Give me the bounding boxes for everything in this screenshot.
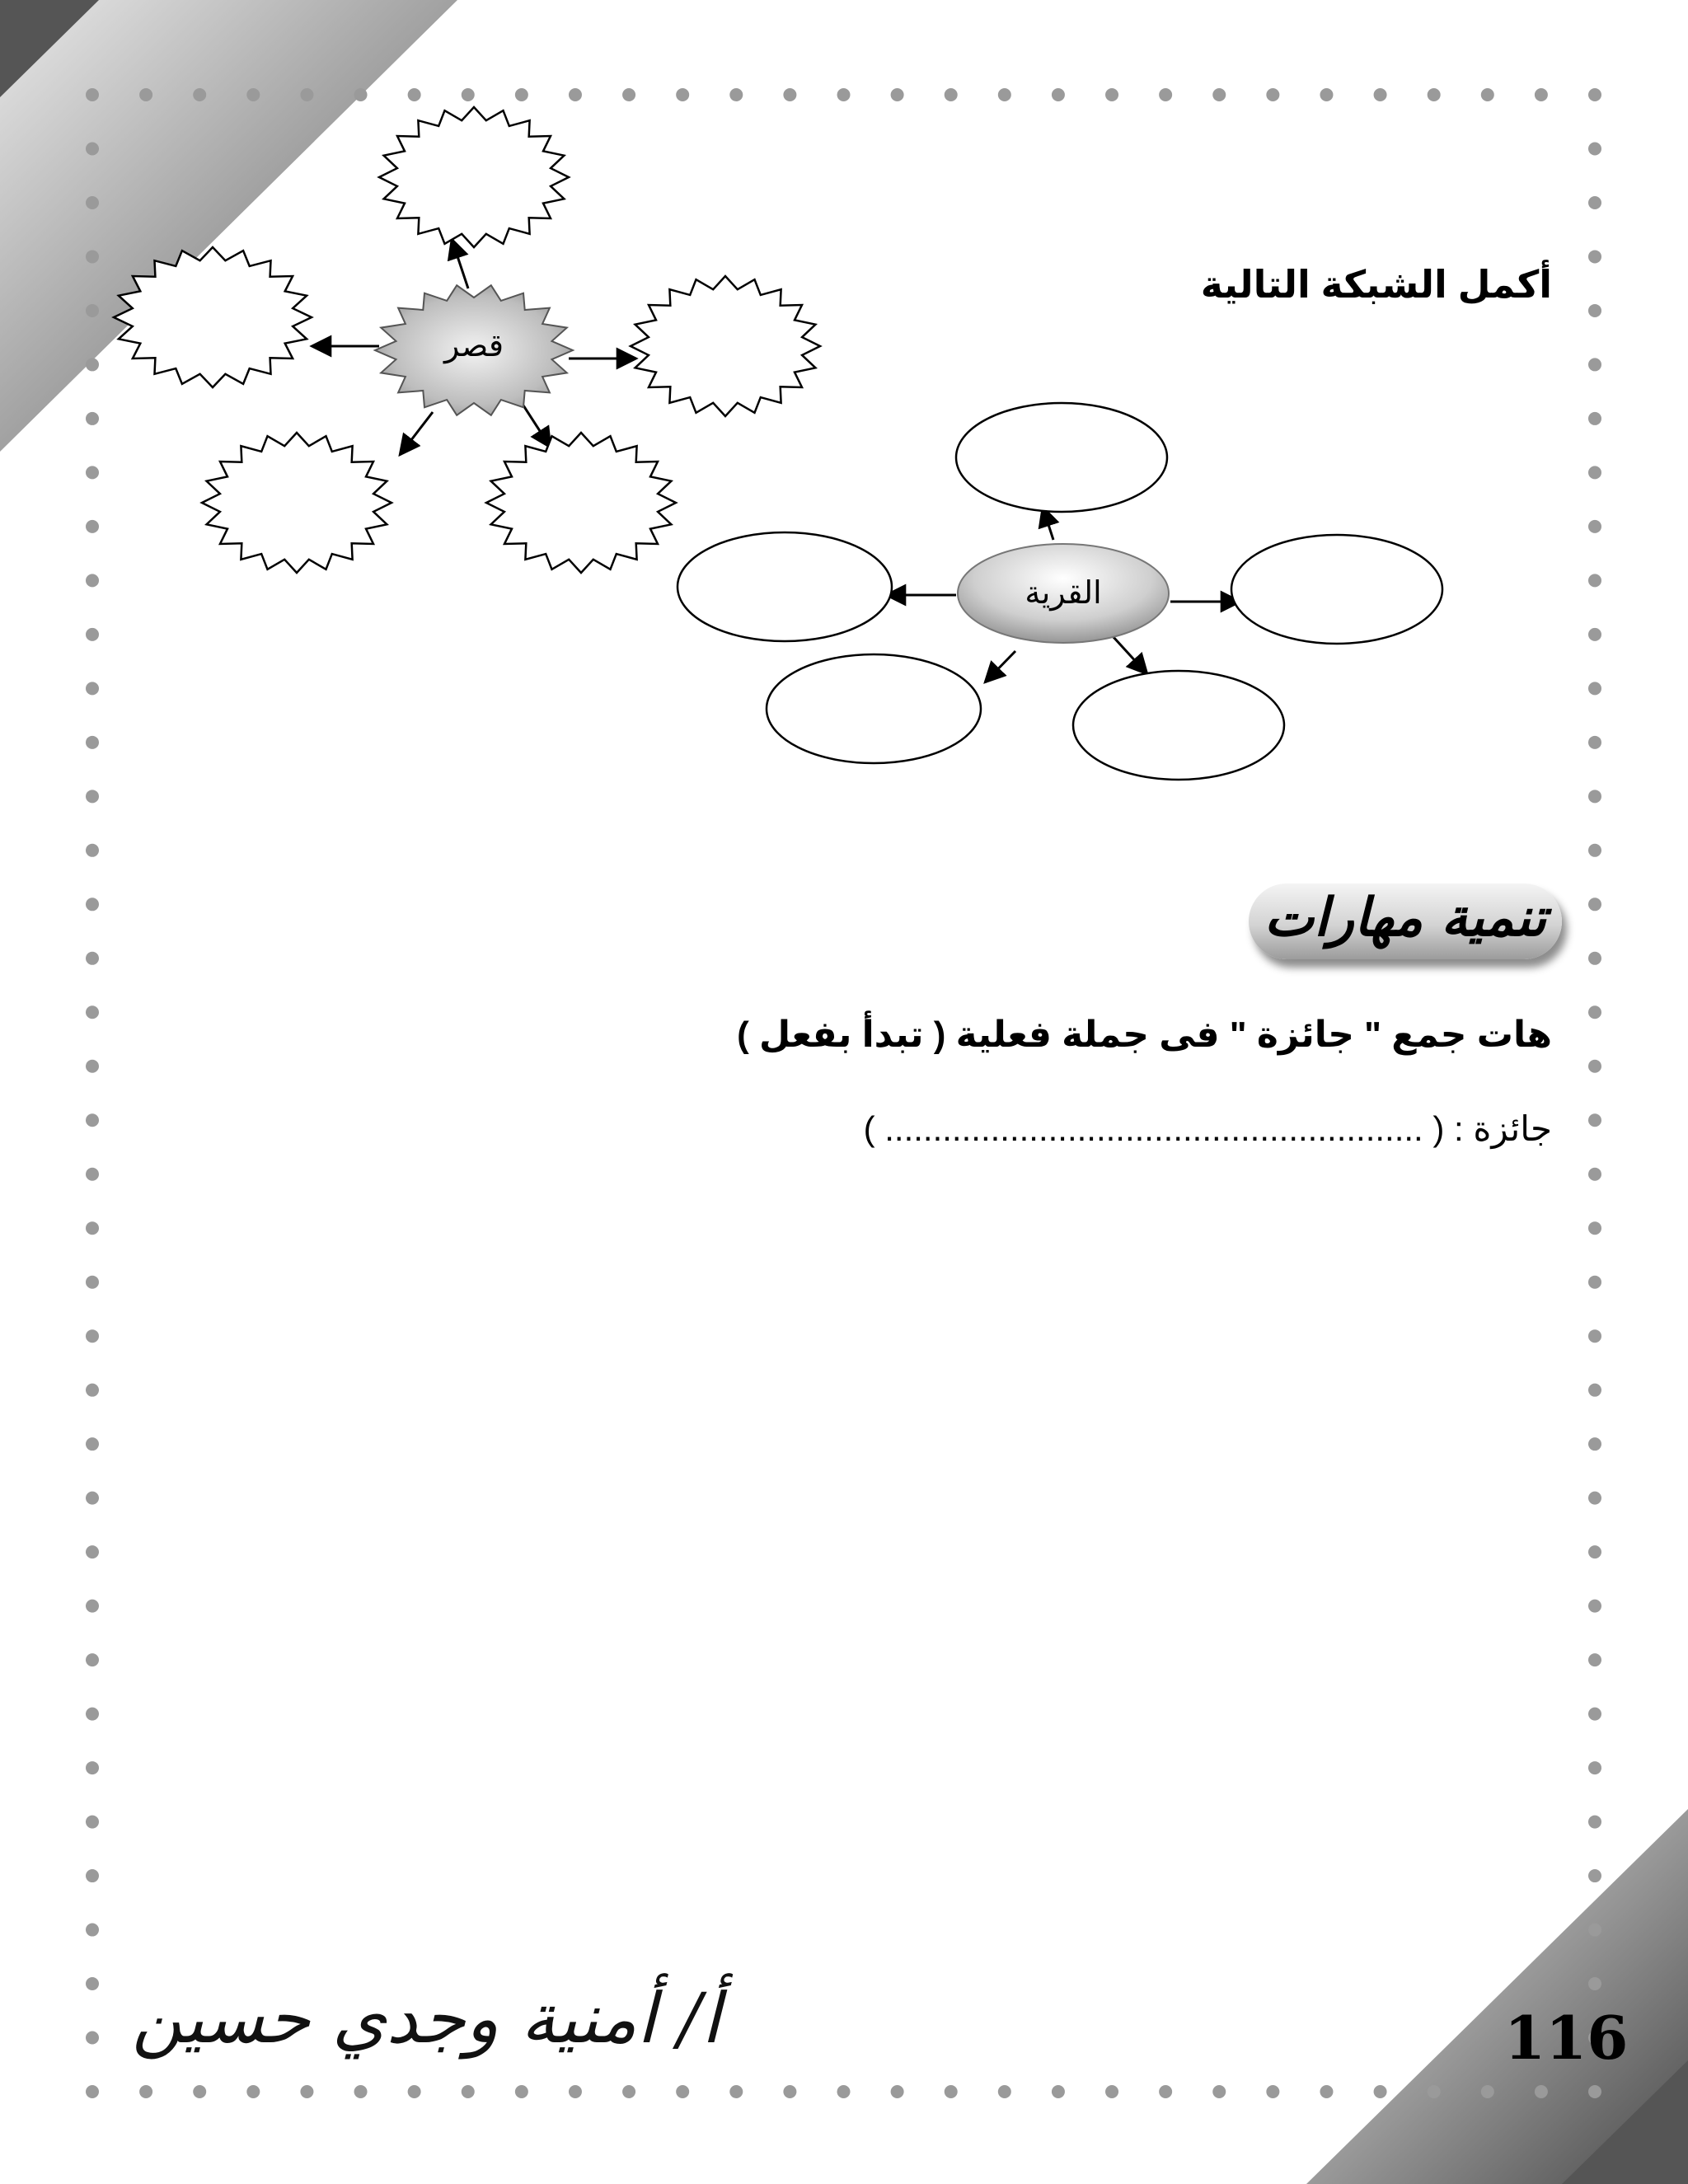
village-arrow-bottom-left (985, 651, 1015, 682)
village-center-label: القرية (1025, 576, 1102, 611)
palace-concept-map (114, 107, 820, 573)
palace-branch-star-bottom-left (202, 433, 392, 573)
author-signature: أ/ أمنية وجدي حسين (132, 1978, 721, 2059)
village-branch-oval-right (1231, 535, 1442, 644)
palace-branch-star-top (379, 107, 569, 247)
answer-line: جائزة : ( ........................................................ ) (863, 1109, 1552, 1148)
palace-branch-star-left (114, 247, 312, 387)
exercise-instruction: أكمل الشبكة التالية (1200, 263, 1552, 306)
village-branch-oval-top (956, 403, 1167, 512)
village-concept-map (678, 403, 1442, 780)
village-branch-oval-left (678, 532, 892, 641)
palace-center-label: قصر (443, 329, 504, 363)
section-title-badge (1249, 883, 1562, 959)
palace-arrow-top (452, 239, 468, 288)
palace-branch-star-right (631, 276, 820, 416)
palace-arrow-bottom-left (400, 412, 433, 455)
village-branch-oval-bottom-right (1073, 671, 1284, 780)
palace-arrow-bottom-right (523, 405, 551, 448)
page-number: 116 (1504, 2003, 1629, 2073)
exercise-question: هات جمع " جائزة " فى جملة فعلية ( تبدأ بفعل ) (737, 1015, 1552, 1055)
section-title-text: تنمية مهارات (1264, 887, 1547, 949)
village-arrow-bottom-right (1113, 636, 1147, 674)
village-branch-oval-bottom-left (767, 654, 981, 763)
palace-branch-star-bottom-right (486, 433, 676, 573)
